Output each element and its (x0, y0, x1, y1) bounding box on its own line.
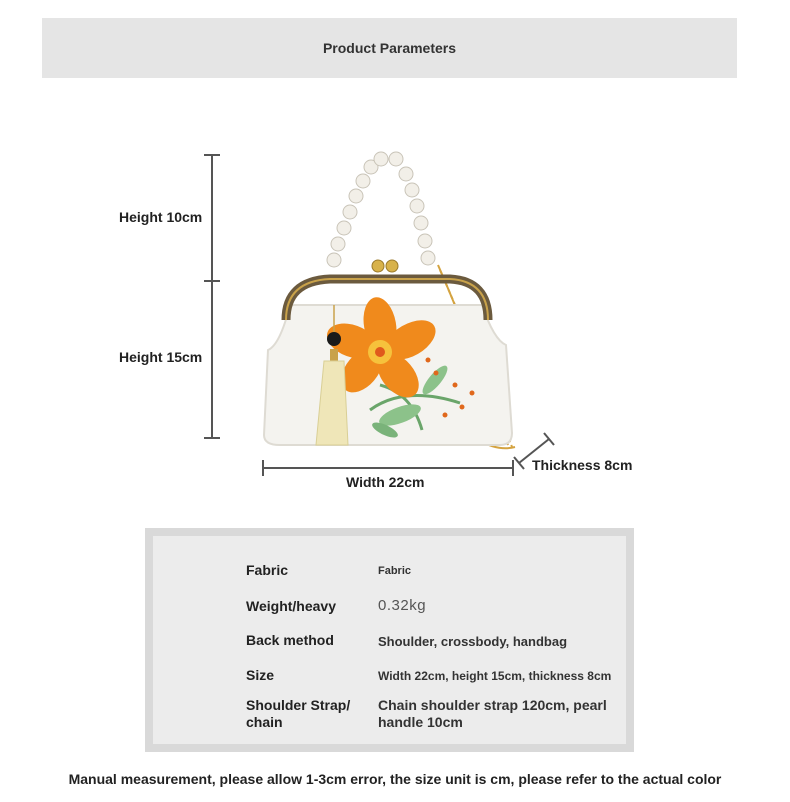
footer-note: Manual measurement, please allow 1-3cm error, the size unit is cm, please refer to the actual color (68, 771, 722, 787)
size-label: Size (246, 667, 275, 683)
thickness-high-tick (544, 433, 554, 445)
page-title: Product Parameters (322, 40, 457, 56)
weight-value: 0.32kg (378, 597, 427, 614)
weight-label: Weight/heavy (246, 598, 336, 614)
parameter-table (145, 528, 634, 752)
width-label: Width 22cm (346, 474, 425, 490)
handbag-image (250, 145, 540, 460)
parameter-table-body (153, 536, 626, 744)
kiss-lock (372, 260, 398, 272)
fabric-label: Fabric (246, 562, 289, 578)
strap-value: Chain shoulder strap 120cm, pearl handle 10cm (378, 697, 607, 730)
height-body-label: Height 15cm (119, 349, 203, 365)
fabric-value: Fabric (378, 565, 412, 577)
thickness-label: Thickness 8cm (532, 457, 633, 473)
size-value: Width 22cm, height 15cm, thickness 8cm (378, 669, 612, 683)
strap-label: Shoulder Strap/ chain (246, 697, 351, 730)
back-method-label: Back method (246, 632, 334, 648)
pearl-handle (327, 152, 435, 267)
back-method-value: Shoulder, crossbody, handbag (378, 634, 568, 649)
height-handle-label: Height 10cm (119, 209, 203, 225)
